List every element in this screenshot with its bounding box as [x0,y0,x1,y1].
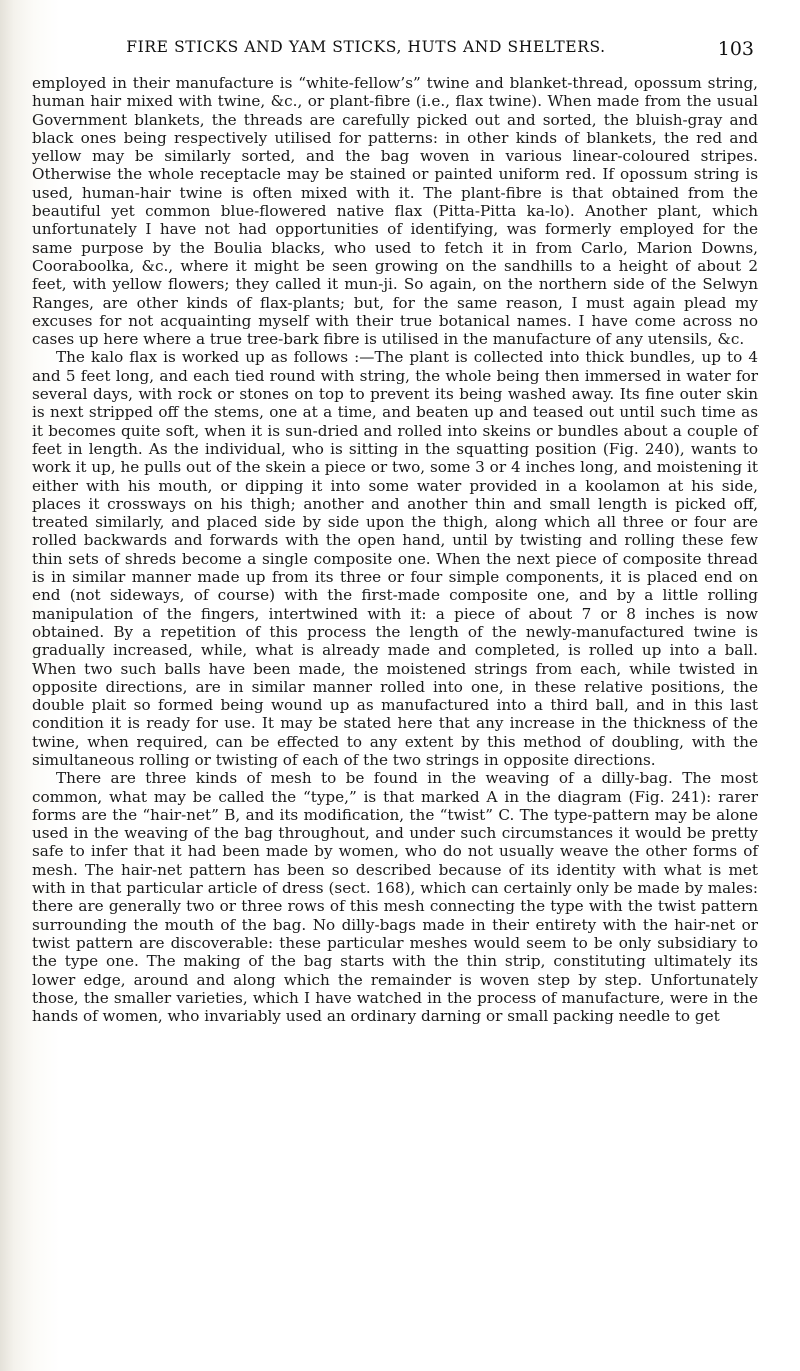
paragraph-dilly-bag-materials: employed in their manufacture is “white-fellow’s” twine and blanket-thread, opossum string, human hair mixed with twine, &c., or plant-fibre (i.e., flax twine). When made from the usual Government blankets, the threads are carefully picked out and sorted, the bluish-gray and black ones being respectively utilised for patterns: in other kinds of blankets, the red and yellow may be similarly sorted, and the bag woven in various linear-coloured stripes. Otherwise the whole receptacle may be stained or painted uniform red. If opossum string is used, human-hair twine is often mixed with it. The plant-fibre is that obtained from the beautiful yet common blue-flowered native flax (Pitta-Pitta ka-lo). Another plant, which unfortunately I have not had opportunities of identifying, was formerly employed for the same purpose by the Boulia blacks, who used to fetch it in from Carlo, Marion Downs, Cooraboolka, &c., where it might be seen growing on the sandhills to a height of about 2 feet, with yellow flowers; they called it mun-ji. So again, on the northern side of the Selwyn Ranges, are other kinds of flax-plants; but, for the same reason, I must again plead my excuses for not acquainting myself with their true botanical names. I have come across no cases up here where a true tree-bark fibre is utilised in the manufacture of any utensils, &c. [32,74,758,349]
page-header [48,38,754,66]
page-number: 103 [717,38,754,60]
paragraph-mesh-types: There are three kinds of mesh to be found in the weaving of a dilly-bag. The most common, what may be called the “type,” is that marked A in the diagram (Fig. 241): rarer forms are the “hair-net” B, and its modification, the “twist” C. The type-pattern may be alone used in the weaving of the bag throughout, and under such circumstances it would be pretty safe to infer that it had been made by women, who do not usually weave the other forms of mesh. The hair-net pattern has been so described because of its identity with what is met with in that particular article of dress (sect. 168), which can certainly only be made by males: there are generally two or three rows of this mesh connecting the type with the twist pattern surrounding the mouth of the bag. No dilly-bags made in their entirety with the hair-net or twist pattern are discoverable: these particular meshes would seem to be only subsidiary to the type one. The making of the bag starts with the thin strip, constituting ultimately its lower edge, around and along which the remainder is woven step by step. Unfortunately those, the smaller varieties, which I have watched in the process of manufacture, were in the hands of women, who invariably used an ordinary darning or small packing needle to get [32,769,758,1026]
body-text [32,74,758,1025]
running-head: FIRE STICKS AND YAM STICKS, HUTS AND SHELTERS. [126,38,606,56]
paragraph-kalo-flax-process: The kalo flax is worked up as follows :—The plant is collected into thick bundles, up to 4 and 5 feet long, and each tied round with string, the whole being then immersed in water for several days, with rock or stones on top to prevent its being washed away. Its fine outer skin is next stripped off the stems, one at a time, and beaten up and teased out until such time as it becomes quite soft, when it is sun-dried and rolled into skeins or bundles about a couple of feet in length. As the individual, who is sitting in the squatting position (Fig. 240), wants to work it up, he pulls out of the skein a piece or two, some 3 or 4 inches long, and moistening it either with his mouth, or dipping it into some water provided in a koolamon at his side, places it crossways on his thigh; another and another thin and small length is picked off, treated similarly, and placed side by side upon the thigh, along which all three or four are rolled backwards and forwards with the open hand, until by twisting and rolling these few thin sets of shreds become a single composite one. When the next piece of composite thread is in similar manner made up from its three or four simple components, it is placed end on end (not sideways, of course) with the first-made composite one, and by a little rolling manipulation of the fingers, intertwined with it: a piece of about 7 or 8 inches is now obtained. By a repetition of this process the length of the newly-manufactured twine is gradually increased, while, what is already made and completed, is rolled up into a ball. When two such balls have been made, the moistened strings from each, while twisted in opposite directions, are in similar manner rolled into one, in these relative positions, the double plait so formed being wound up as manufactured into a third ball, and in this last condition it is ready for use. It may be stated here that any increase in the thickness of the twine, when required, can be effected to any extent by this method of doubling, with the simultaneous rolling or twisting of each of the two strings in opposite directions. [32,348,758,769]
